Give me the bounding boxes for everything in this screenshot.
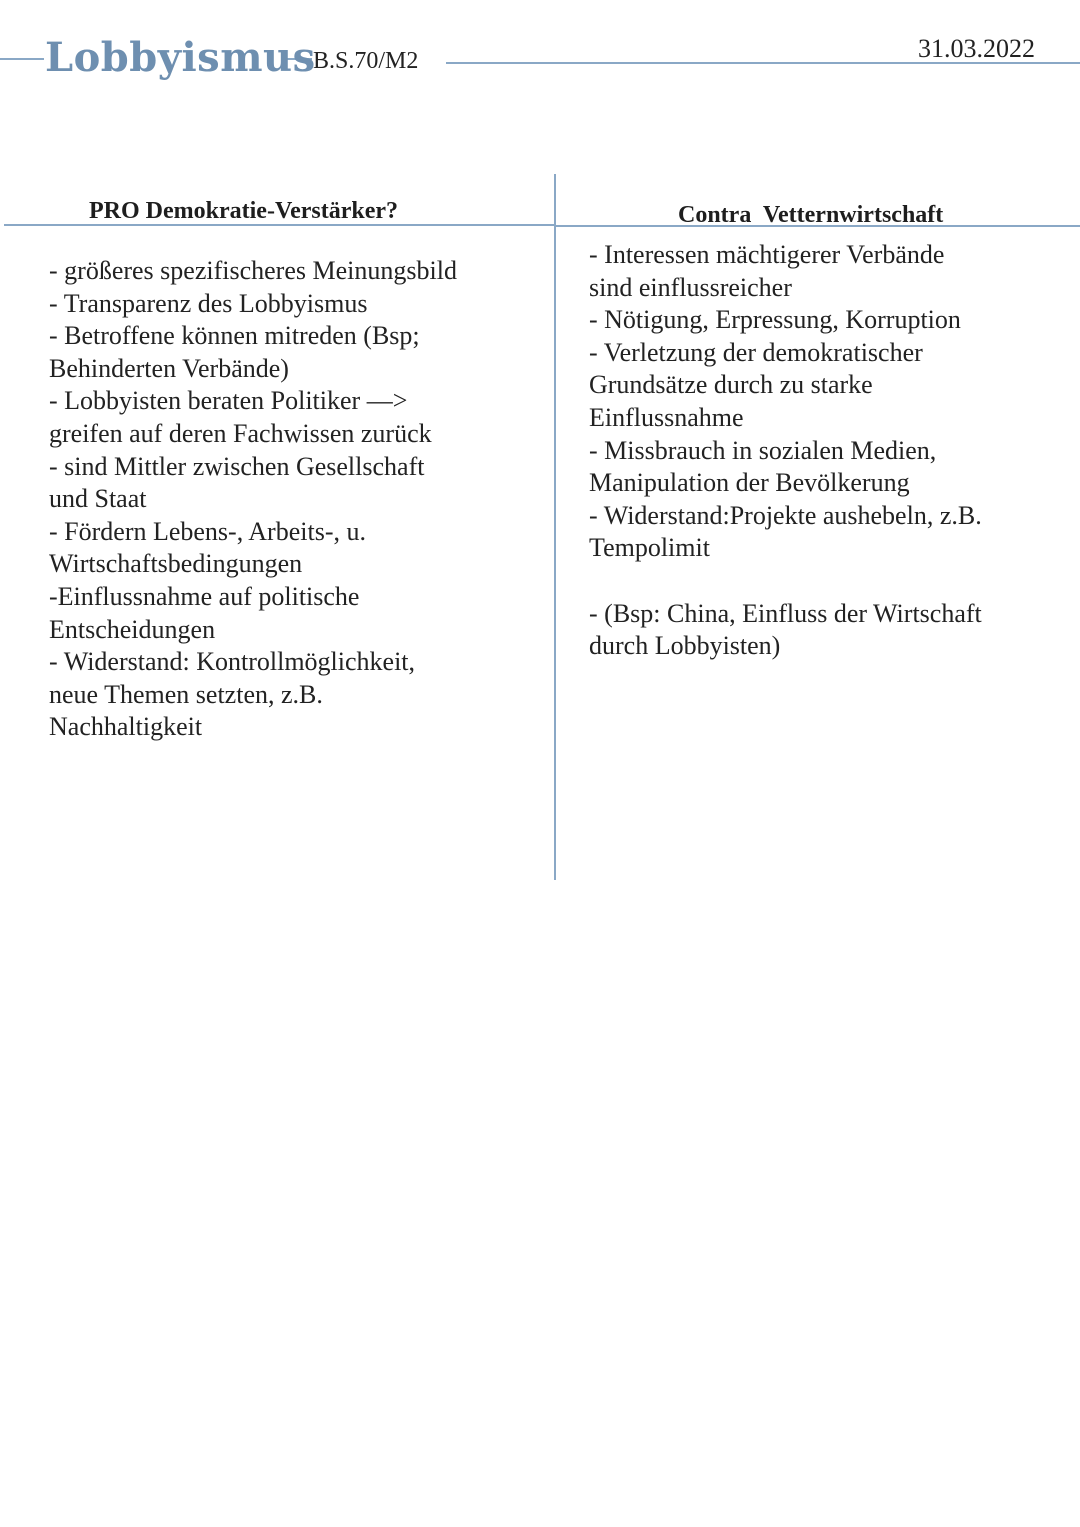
contra-spacer xyxy=(589,565,982,598)
pro-list xyxy=(49,255,457,744)
pro-line: Wirtschaftsbedingungen xyxy=(49,549,303,579)
pro-line: - Transparenz des Lobbyismus xyxy=(49,288,368,318)
contra-line: - (Bsp: China, Einfluss der Wirtschaft xyxy=(589,598,982,628)
pro-line: - sind Mittler zwischen Gesellschaft xyxy=(49,451,425,481)
contra-line: - Nötigung, Erpressung, Korruption xyxy=(589,305,961,335)
page-title: Lobbyismus xyxy=(45,34,316,81)
contra-line: - Widerstand:Projekte aushebeln, z.B. xyxy=(589,500,982,530)
pro-line: - Lobbyisten beraten Politiker —> xyxy=(49,386,408,416)
pro-line: Nachhaltigkeit xyxy=(49,712,203,742)
contra-line: durch Lobbyisten) xyxy=(589,631,781,661)
pro-line: neue Themen setzten, z.B. xyxy=(49,679,323,709)
pro-line: - Fördern Lebens-, Arbeits-, u. xyxy=(49,516,366,546)
contra-line: - Interessen mächtigerer Verbände xyxy=(589,240,945,269)
page-reference: B.S.70/M2 xyxy=(313,48,419,74)
contra-line: Einflussnahme xyxy=(589,402,744,432)
contra-line: - Verletzung der demokratischer xyxy=(589,337,923,367)
contra-heading: Contra Vetternwirtschaft xyxy=(678,202,944,228)
pro-line: - größeres spezifischeres Meinungsbild xyxy=(49,256,457,285)
pro-line: und Staat xyxy=(49,484,147,514)
title-rule-left xyxy=(0,58,44,60)
pro-line: - Betroffene können mitreden (Bsp; xyxy=(49,321,420,351)
contra-line: Tempolimit xyxy=(589,533,710,563)
contra-line: Grundsätze durch zu starke xyxy=(589,370,873,400)
pro-line: - Widerstand: Kontrollmöglichkeit, xyxy=(49,647,416,677)
pro-line: Behinderten Verbände) xyxy=(49,353,289,383)
pro-line: Entscheidungen xyxy=(49,614,216,644)
contra-line: Manipulation der Bevölkerung xyxy=(589,468,910,498)
pro-line: greifen auf deren Fachwissen zurück xyxy=(49,418,432,448)
column-divider xyxy=(554,174,556,880)
contra-line: - Missbrauch in sozialen Medien, xyxy=(589,435,937,465)
pro-line: -Einflussnahme auf politische xyxy=(49,581,360,611)
contra-line: sind einflussreicher xyxy=(589,272,792,302)
page-date: 31.03.2022 xyxy=(918,34,1035,63)
pro-heading: PRO Demokratie-Verstärker? xyxy=(89,198,399,224)
contra-list xyxy=(589,239,982,663)
